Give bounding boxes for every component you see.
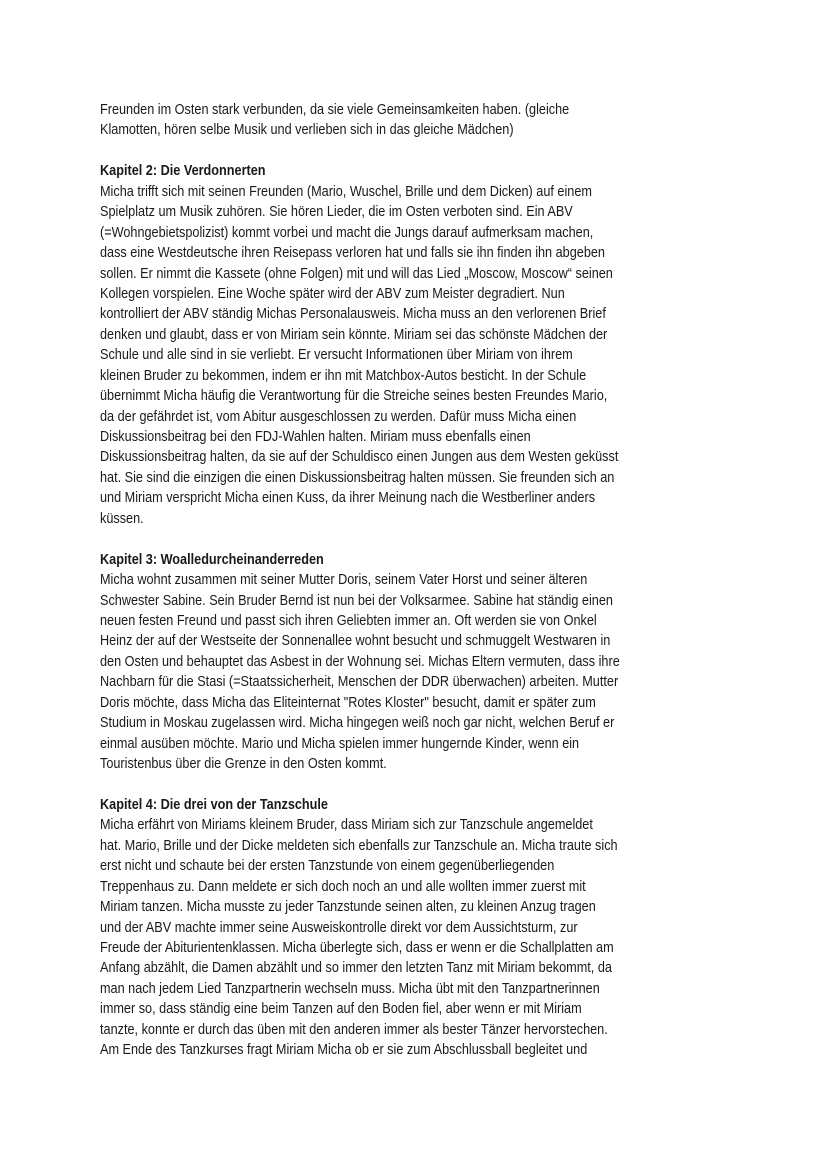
paragraph-spacer [100, 529, 740, 549]
text-line: immer so, dass ständig eine beim Tanzen auf den Boden fiel, aber wenn er mit Miriam [100, 1000, 582, 1018]
text-line: Spielplatz um Musik zuhören. Sie hören Lieder, die im Osten verboten sind. Ein ABV [100, 203, 573, 221]
text-line: Diskussionsbeitrag bei den FDJ-Wahlen halten. Miriam muss ebenfalls einen [100, 428, 531, 445]
text-line: Klamotten, hören selbe Musik und verlieben sich in das gleiche Mädchen) [100, 121, 514, 139]
text-line: dass eine Westdeutsche ihren Reisepass verloren hat und falls sie ihn finden ihn abgeben [100, 244, 605, 262]
text-line: Heinz der auf der Westseite der Sonnenallee wohnt besucht und schmuggelt Westwaren in [100, 632, 611, 650]
text-line: hat. Mario, Brille und der Dicke meldeten sich ebenfalls zur Tanzschule an. Micha traute sich [100, 836, 618, 854]
text-line: Am Ende des Tanzkurses fragt Miriam Micha ob er sie zum Abschlussball begleitet und [100, 1041, 588, 1059]
paragraph-spacer [100, 774, 740, 794]
text-line: kleinen Bruder zu bekommen, indem er ihn mit Matchbox-Autos besticht. In der Schule [100, 366, 587, 384]
text-line: und Miriam verspricht Micha einen Kuss, da ihrer Meinung nach die Westberliner anders [100, 489, 596, 507]
text-line: den Osten und behauptet das Asbest in der Wohnung sei. Michas Eltern vermuten, dass ihre [100, 652, 620, 670]
text-line: Touristenbus über die Grenze in den Osten kommt. [100, 755, 387, 772]
text-line: tanzte, konnte er durch das üben mit den anderen immer als bester Tänzer hervorstechen. [100, 1020, 608, 1038]
document-page [100, 100, 740, 1061]
section-heading: Kapitel 4: Die drei von der Tanzschule [100, 795, 328, 813]
text-line: Micha erfährt von Miriams kleinem Bruder, dass Miriam sich zur Tanzschule angemeldet [100, 816, 593, 834]
text-line: neuen festen Freund und passt sich ihren Geliebten immer an. Oft werden sie von Onkel [100, 611, 597, 629]
text-line: Schwester Sabine. Sein Bruder Bernd ist nun bei der Volksarmee. Sabine hat ständig einen [100, 591, 613, 609]
text-line: Studium in Moskau zugelassen wird. Micha hingegen weiß noch gar nicht, welchen Beruf er [100, 714, 615, 732]
paragraph-spacer [100, 141, 740, 161]
text-line: Freunden im Osten stark verbunden, da sie viele Gemeinsamkeiten haben. (gleiche [100, 101, 570, 118]
text-line: sollen. Er nimmt die Kassete (ohne Folgen) mit und will das Lied „Moscow, Moscow“ seinen [100, 264, 613, 282]
text-line: küssen. [100, 509, 144, 527]
text-line: Micha trifft sich mit seinen Freunden (Mario, Wuschel, Brille und dem Dicken) auf einem [100, 182, 592, 200]
section-heading: Kapitel 2: Die Verdonnerten [100, 162, 266, 180]
text-line: denken und glaubt, dass er von Miriam sein könnte. Miriam sei das schönste Mädchen der [100, 325, 608, 343]
text-line: Treppenhaus zu. Dann meldete er sich doch noch an und alle wollten immer zuerst mit [100, 877, 586, 895]
text-line: Schule und alle sind in sie verliebt. Er versucht Informationen über Miriam von ihrem [100, 346, 573, 364]
text-line: übernimmt Micha häufig die Verantwortung für die Streiche seines besten Freundes Mario, [100, 387, 608, 405]
text-line: (=Wohngebietspolizist) kommt vorbei und macht die Jungs darauf aufmerksam machen, [100, 223, 594, 241]
text-line: Freude der Abiturientenklassen. Micha überlegte sich, dass er wenn er die Schallplatten am [100, 938, 614, 956]
text-line: erst nicht und schaute bei der ersten Tanzstunde von einem gegenüberliegenden [100, 857, 555, 875]
text-line: Miriam tanzen. Micha musste zu jeder Tanzstunde seinen alten, zu kleinen Anzug tragen [100, 898, 596, 916]
text-line: Diskussionsbeitrag halten, da sie auf der Schuldisco einen Jungen aus dem Westen geküsst [100, 448, 619, 466]
text-line: Anfang abzählt, die Damen abzählt und so immer den letzten Tanz mit Miriam bekommt, da [100, 959, 612, 977]
section-heading: Kapitel 3: Woalledurcheinanderreden [100, 550, 324, 568]
text-line: Kollegen vorspielen. Eine Woche später wird der ABV zum Meister degradiert. Nun [100, 284, 565, 302]
text-line: da der gefährdet ist, vom Abitur ausgeschlossen zu werden. Dafür muss Micha einen [100, 407, 577, 425]
text-line: man nach jedem Lied Tanzpartnerin wechseln muss. Micha übt mit den Tanzpartnerinnen [100, 979, 600, 997]
text-line: hat. Sie sind die einzigen die einen Diskussionsbeitrag halten müssen. Sie freunden sich an [100, 468, 615, 486]
text-line: einmal ausüben möchte. Mario und Micha spielen immer hungernde Kinder, wenn ein [100, 734, 580, 752]
text-line: Nachbarn für die Stasi (=Staatssicherheit, Menschen der DDR überwachen) arbeiten. Mutter [100, 673, 619, 691]
text-line: Doris möchte, dass Micha das Eliteinternat "Rotes Kloster" besucht, damit er später zum [100, 693, 596, 711]
text-line: und der ABV machte immer seine Ausweiskontrolle direkt vor dem Aussichtsturm, zur [100, 918, 578, 936]
text-line: Micha wohnt zusammen mit seiner Mutter Doris, seinem Vater Horst und seiner älteren [100, 571, 588, 589]
text-line: kontrolliert der ABV ständig Michas Personalausweis. Micha muss an den verlorenen Brief [100, 305, 606, 323]
